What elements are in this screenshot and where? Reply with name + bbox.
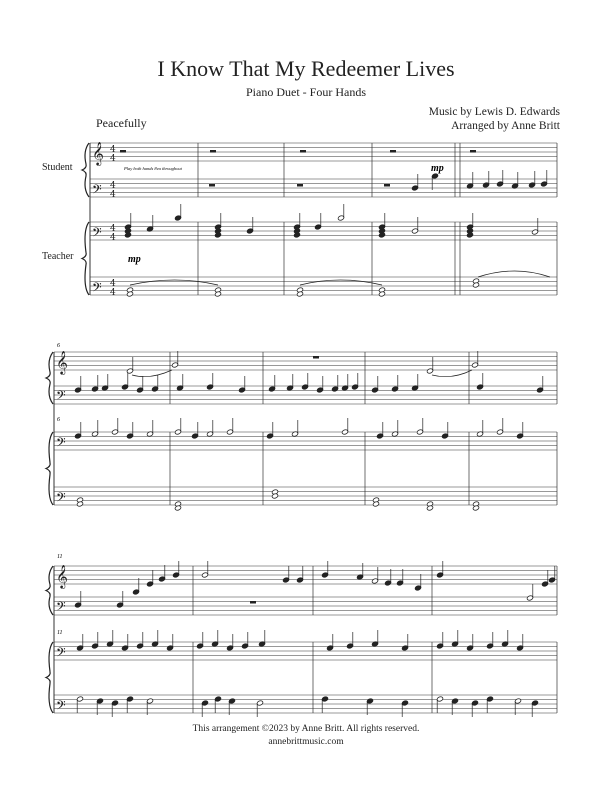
time-signature-icon: 4 [110,190,116,200]
whole-rest-icon [297,184,303,187]
part-label-student: Student [42,162,73,173]
bass-clef-icon: 𝄢 [56,599,66,617]
time-signature-icon: 4 [110,279,116,289]
time-signature-icon: 4 [110,181,116,191]
bass-clef-icon: 𝄢 [56,388,66,406]
whole-rest-icon [300,150,306,153]
whole-rest-icon [210,150,216,153]
treble-clef-icon: 𝄞 [56,350,68,374]
notes [56,141,556,717]
time-signature-icon: 4 [110,224,116,234]
brace [82,222,89,295]
whole-rest-icon [313,356,319,359]
tie [478,271,550,277]
time-signature-icon: 4 [110,233,116,243]
dynamic-mp-student: mp [431,163,444,174]
bass-clef-icon: 𝄢 [56,435,66,453]
time-signature-icon: 4 [110,145,116,155]
treble-clef-icon: 𝄞 [56,564,68,588]
whole-rest-icon [470,150,476,153]
measure-number-11-teacher: 11 [57,630,63,636]
performance-instruction: Play both hands 8va throughout [124,166,182,171]
part-label-teacher: Teacher [42,251,74,262]
composer-credit: Music by Lewis D. Edwards [428,106,560,118]
whole-rest-icon [250,601,256,604]
tie [300,280,382,285]
bass-clef-icon: 𝄢 [56,698,66,716]
whole-rest-icon [390,150,396,153]
tie [432,370,472,377]
bass-clef-icon: 𝄢 [92,225,102,243]
brace [46,432,53,505]
time-signature-icon: 4 [110,154,116,164]
subtitle: Piano Duet - Four Hands [246,85,366,99]
whole-rest-icon [384,184,390,187]
whole-rest-icon [120,150,126,153]
bass-clef-icon: 𝄢 [92,182,102,200]
brace [46,642,53,713]
brace [82,143,89,197]
time-signature-icon: 4 [110,288,116,298]
treble-clef-icon: 𝄞 [92,141,104,165]
bass-clef-icon: 𝄢 [56,490,66,508]
whole-rest-icon [209,184,215,187]
website-link: annebrittmusic.com [268,737,344,747]
tempo-marking: Peacefully [96,116,147,130]
brace [46,566,53,615]
tie [130,280,218,285]
dynamic-mp-teacher: mp [128,254,141,265]
barlines [46,143,557,713]
measure-number-6: 6 [57,343,60,349]
page-title: I Know That My Redeemer Lives [157,56,455,81]
arranger-credit: Arranged by Anne Britt [451,120,560,132]
measure-number-6-teacher: 6 [57,417,60,423]
measure-number-11: 11 [57,554,63,560]
bass-clef-icon: 𝄢 [56,645,66,663]
bass-clef-icon: 𝄢 [92,280,102,298]
brace [46,352,53,404]
copyright-notice: This arrangement ©2023 by Anne Britt. All rights reserved. [192,724,420,734]
tie [132,370,172,377]
